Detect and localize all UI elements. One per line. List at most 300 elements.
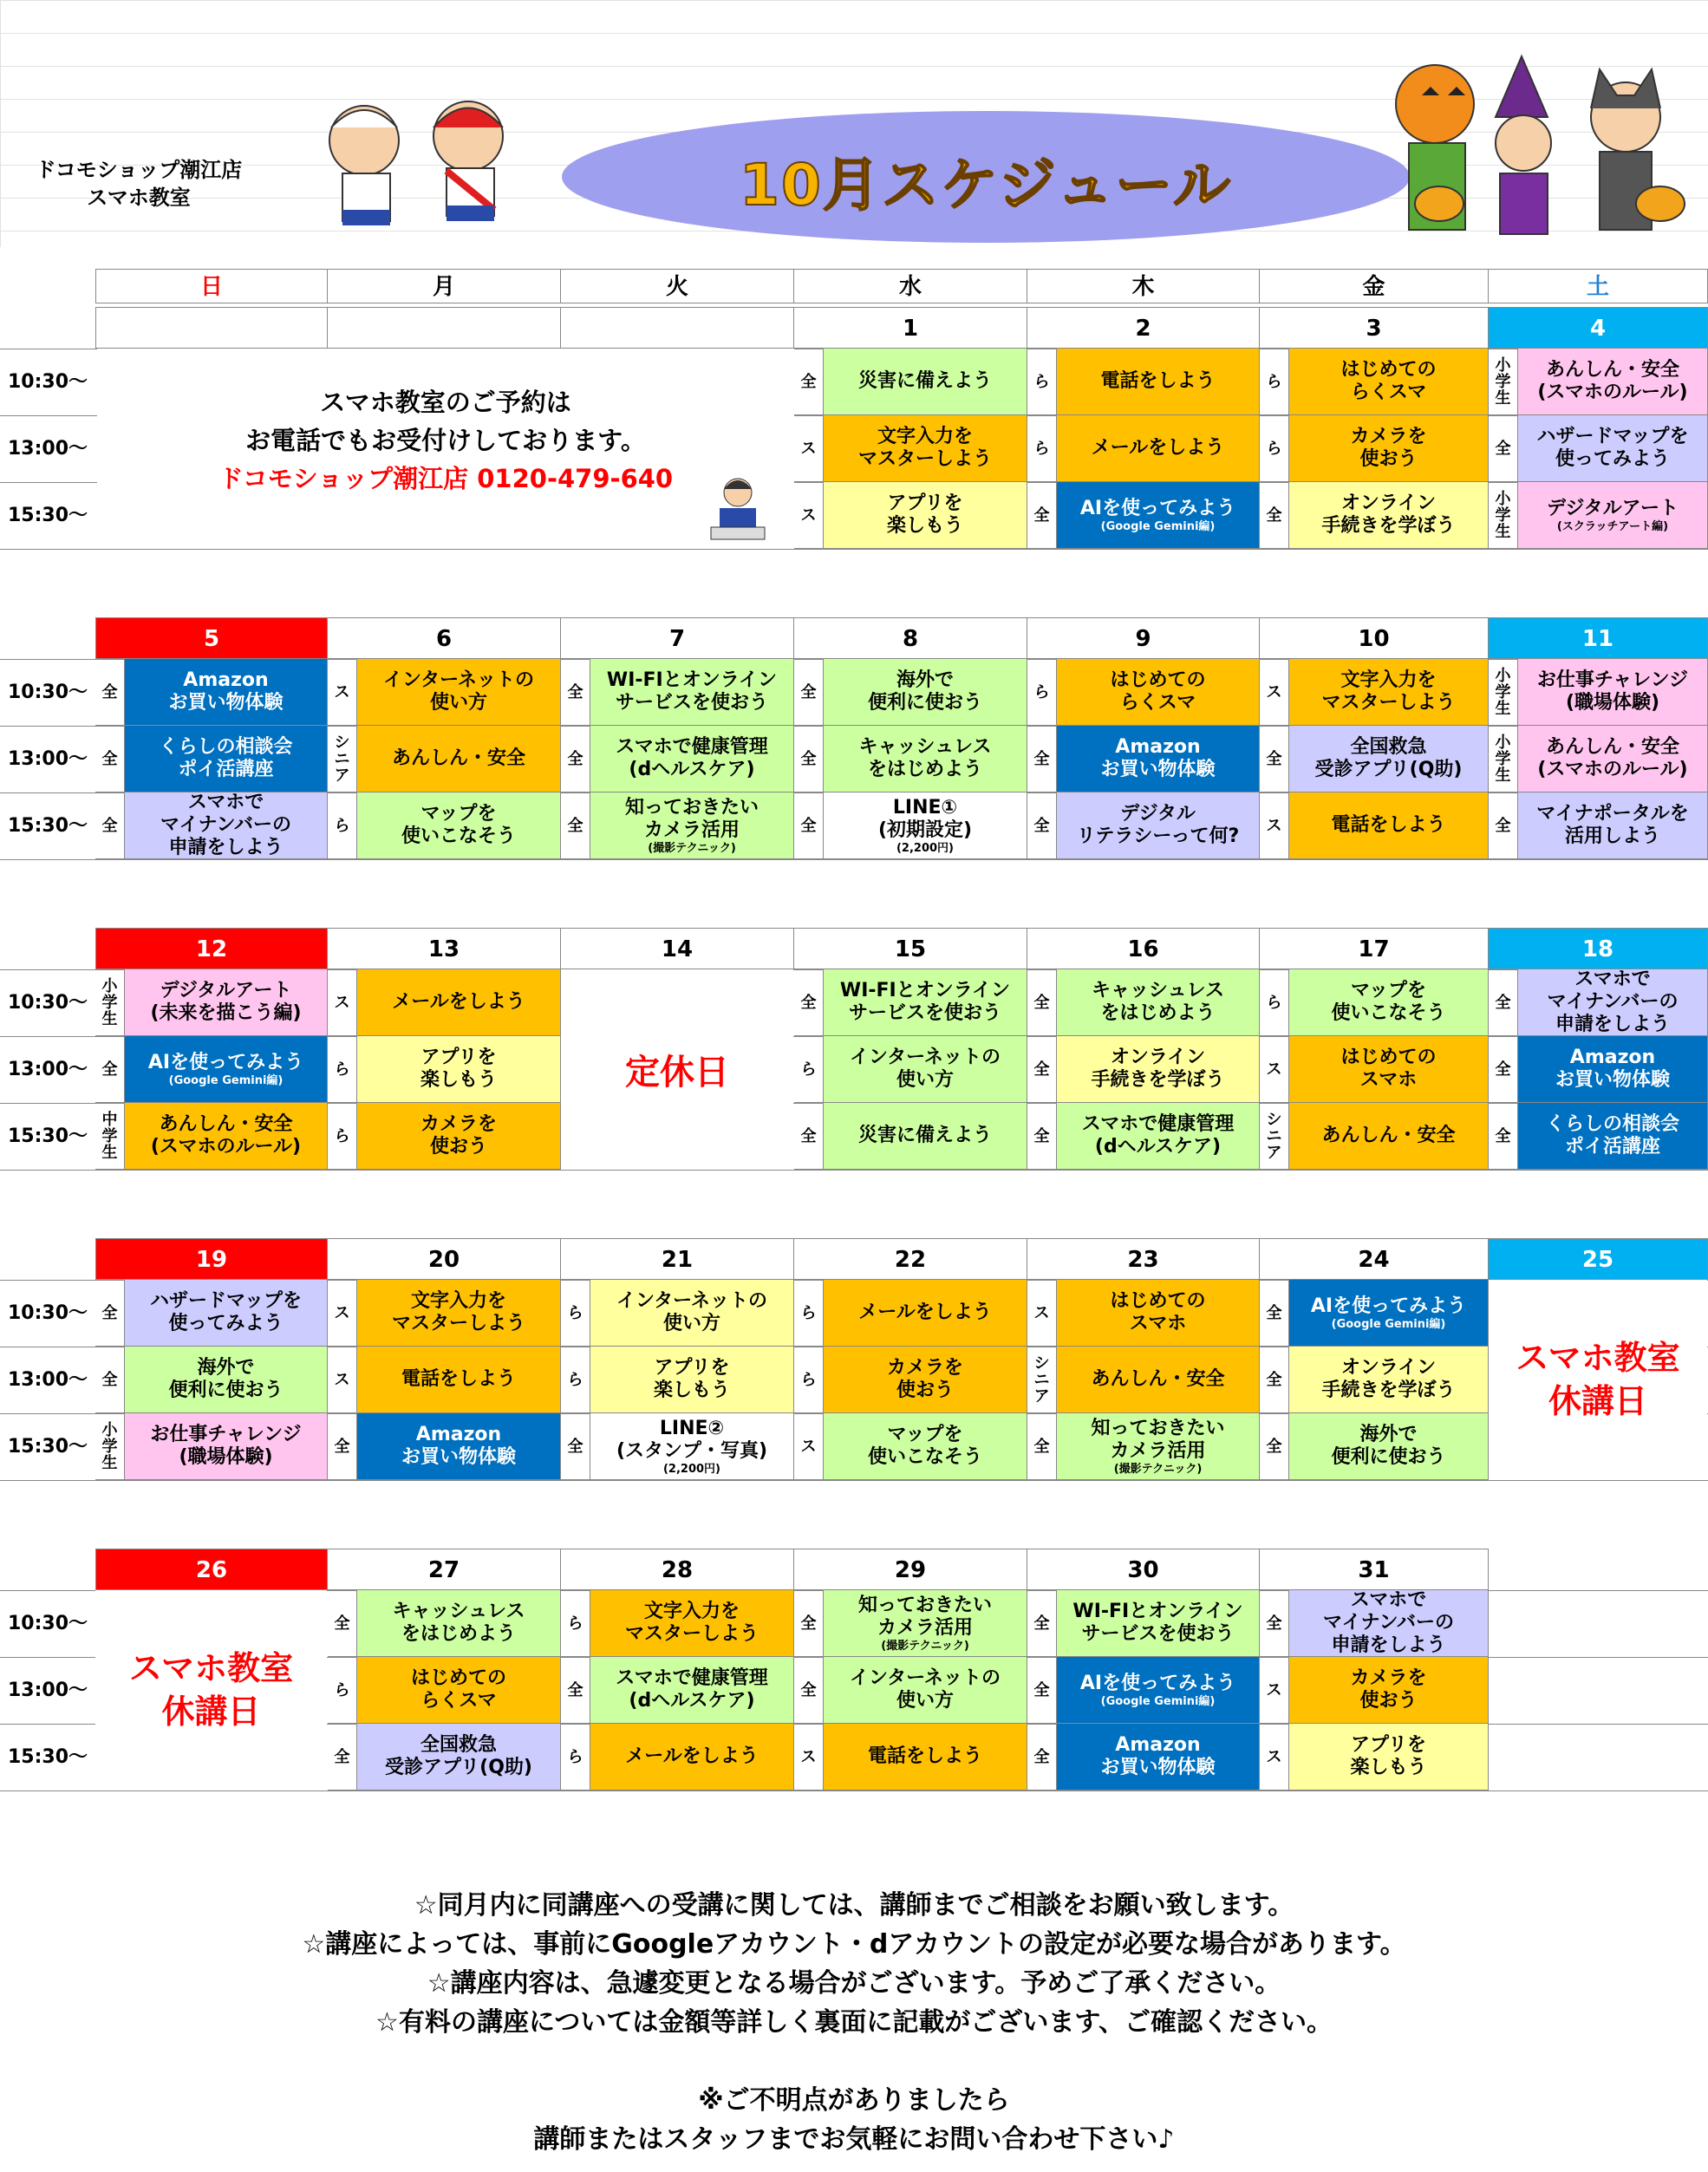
course-cell[interactable] — [824, 1103, 1027, 1170]
course-cell[interactable] — [590, 1724, 794, 1790]
class-off-label — [1489, 1280, 1707, 1479]
course-cell[interactable] — [1289, 1724, 1489, 1790]
course-type-badge: 全 — [794, 349, 824, 415]
course-title-line: デジタルアート — [1546, 497, 1679, 519]
course-title-line: WI-FIとオンライン — [1072, 1601, 1243, 1622]
date-header: 31 — [1260, 1549, 1489, 1590]
course-cell[interactable] — [824, 349, 1027, 415]
course-title-line: デジタルアート — [160, 980, 292, 1001]
course-title-line: 使おう — [429, 1136, 487, 1158]
course-type-badge: 全 — [794, 1103, 824, 1170]
course-title-line: スマホで健康管理 — [616, 736, 768, 758]
date-header: 16 — [1027, 928, 1260, 969]
course-cell[interactable] — [1289, 1347, 1489, 1413]
course-title-line: カメラ活用 — [1110, 1439, 1206, 1462]
course-subtitle: (撮影テクニック) — [648, 841, 736, 855]
course-cell[interactable] — [590, 1347, 794, 1413]
course-title-line: (スタンプ・写真) — [616, 1439, 768, 1462]
time-label: 15:30～ — [7, 1436, 88, 1458]
course-type-badge: 全 — [1260, 1413, 1289, 1480]
course-type-badge: 全 — [95, 659, 125, 726]
course-cell[interactable] — [357, 1347, 561, 1413]
course-cell[interactable] — [824, 1590, 1027, 1657]
course-type-badge: ス — [328, 969, 357, 1036]
course-title-line: カメラを — [886, 1357, 963, 1379]
course-title-line: 文字入力を — [1340, 669, 1437, 691]
course-title-line: らくスマ — [420, 1690, 497, 1712]
course-cell[interactable] — [1057, 726, 1260, 792]
course-title-line: ポイ活講座 — [178, 759, 274, 780]
course-title-line: インターネットの — [849, 1667, 1001, 1689]
course-type-badge: 全 — [794, 1590, 824, 1657]
course-title-line: AIを使ってみよう — [1079, 497, 1236, 519]
course-cell[interactable] — [590, 1280, 794, 1347]
date-header: 27 — [328, 1549, 561, 1590]
course-cell[interactable] — [1057, 1724, 1260, 1790]
course-type-badge: 全 — [95, 792, 125, 859]
course-title-line: 便利に使おう — [1331, 1446, 1446, 1468]
course-cell[interactable] — [824, 415, 1027, 482]
course-title-line: 災害に備えよう — [857, 1125, 992, 1146]
course-title-line: Amazon — [415, 1424, 502, 1445]
course-type-badge: ら — [794, 1036, 824, 1103]
booking-text: お電話でもお受付けしております。 — [245, 426, 646, 455]
course-title-line: 使いこなそう — [401, 825, 516, 847]
course-cell[interactable] — [590, 1413, 794, 1480]
note-line: ☆同月内に同講座への受講に関しては、講師までご相談をお願い致します。 — [414, 1890, 1294, 1921]
date-header: 19 — [95, 1238, 328, 1280]
course-title-line: (dヘルスケア) — [629, 759, 755, 780]
course-cell[interactable] — [824, 482, 1027, 549]
course-type-badge: ス — [1260, 659, 1289, 726]
course-cell[interactable] — [1057, 1103, 1260, 1170]
course-title-line: 使い方 — [662, 1313, 720, 1334]
course-type-badge: ス — [794, 1724, 824, 1790]
course-title-line: インターネットの — [849, 1047, 1001, 1068]
course-cell[interactable] — [824, 969, 1027, 1036]
course-cell[interactable] — [1289, 1103, 1489, 1170]
course-cell[interactable] — [1518, 1036, 1708, 1103]
course-subtitle: (Google Gemini編) — [168, 1073, 284, 1087]
date-header: 7 — [561, 617, 794, 659]
course-title-line: 全国救急 — [420, 1734, 497, 1756]
course-type-badge: ス — [794, 1413, 824, 1480]
date-header — [561, 307, 794, 349]
course-cell[interactable] — [1057, 482, 1260, 549]
date-header: 1 — [794, 307, 1027, 349]
course-cell[interactable] — [824, 1036, 1027, 1103]
row-divider — [0, 1480, 1708, 1481]
course-cell[interactable] — [1057, 969, 1260, 1036]
course-cell[interactable] — [357, 1590, 561, 1657]
course-cell[interactable] — [1057, 1280, 1260, 1347]
course-type-badge: 全 — [794, 726, 824, 792]
date-header: 22 — [794, 1238, 1027, 1280]
course-type-badge: 全 — [1027, 1657, 1057, 1724]
course-cell[interactable] — [1289, 969, 1489, 1036]
course-title-line: カメラ活用 — [877, 1616, 973, 1639]
course-type-badge: 全 — [1260, 482, 1289, 549]
course-type-badge: シ ニ ア — [328, 726, 357, 792]
course-title-line: 手続きを学ぼう — [1321, 515, 1456, 537]
regular-holiday-label — [561, 969, 793, 1169]
course-title-line: マスターしよう — [1321, 692, 1456, 714]
course-cell[interactable] — [357, 792, 561, 859]
course-cell[interactable] — [1289, 726, 1489, 792]
course-title-line: マップを — [887, 1424, 963, 1445]
course-subtitle: (撮影テクニック) — [881, 1639, 969, 1653]
course-title-line: WI-FIとオンライン — [606, 669, 778, 691]
course-cell[interactable] — [357, 659, 561, 726]
course-title-line: (未来を描こう編) — [150, 1002, 302, 1024]
course-title-line: 全国救急 — [1350, 736, 1427, 758]
course-type-badge: ら — [561, 1280, 590, 1347]
course-title-line: 使いこなそう — [1331, 1002, 1446, 1024]
course-cell[interactable] — [125, 726, 328, 792]
course-title-line: マイナンバーの — [1323, 1612, 1454, 1634]
course-title-line: (スマホのルール) — [1537, 759, 1688, 780]
shop-name-line1: ドコモショップ潮江店 — [35, 158, 243, 182]
course-cell[interactable] — [824, 792, 1027, 859]
course-title-line: LINE② — [659, 1417, 725, 1439]
course-title-line: カメラを — [420, 1113, 497, 1135]
weekday-header: 火 — [561, 269, 794, 303]
course-type-badge: ス — [794, 482, 824, 549]
course-title-line: 文字入力を — [877, 426, 973, 447]
course-title-line: 使いこなそう — [867, 1446, 982, 1468]
course-type-badge: ス — [328, 1280, 357, 1347]
course-cell[interactable] — [1057, 349, 1260, 415]
date-header: 21 — [561, 1238, 794, 1280]
note-line: 講師またはスタッフまでお気軽にお問い合わせ下さい♪ — [533, 2124, 1175, 2155]
date-header: 9 — [1027, 617, 1260, 659]
course-title-line: お買い物体験 — [168, 692, 284, 714]
date-header: 11 — [1489, 617, 1708, 659]
course-type-badge: ス — [1260, 1724, 1289, 1790]
course-title-line: スマホで健康管理 — [616, 1667, 768, 1689]
course-title-line: スマホで — [1574, 969, 1651, 990]
course-title-line: 海外で — [197, 1357, 255, 1379]
date-header: 26 — [95, 1549, 328, 1590]
course-cell[interactable] — [125, 1413, 328, 1480]
course-title-line: 使ってみよう — [168, 1313, 284, 1334]
course-subtitle: (Google Gemini編) — [1100, 1694, 1216, 1708]
course-type-badge: 小 学 生 — [1489, 482, 1518, 549]
course-title-line: リテラシーって何? — [1076, 825, 1240, 847]
course-cell[interactable] — [824, 1347, 1027, 1413]
course-title-line: AIを使ってみよう — [1310, 1295, 1467, 1317]
course-title-line: AIを使ってみよう — [1079, 1672, 1236, 1694]
course-cell[interactable] — [590, 659, 794, 726]
course-cell[interactable] — [357, 1103, 561, 1170]
course-type-badge: 全 — [1260, 726, 1289, 792]
course-type-badge: ら — [1260, 349, 1289, 415]
course-title-line: 海外で — [896, 669, 954, 691]
course-type-badge: 全 — [1260, 1280, 1289, 1347]
course-title-line: サービスを使おう — [615, 692, 768, 714]
course-type-badge: ス — [794, 415, 824, 482]
course-cell[interactable] — [357, 969, 561, 1036]
course-title-line: 災害に備えよう — [857, 370, 992, 392]
course-type-badge: 全 — [1489, 969, 1518, 1036]
course-title-line: 知っておきたい — [857, 1594, 992, 1616]
course-type-badge: 小 学 生 — [1489, 349, 1518, 415]
course-type-badge: 小 学 生 — [1489, 726, 1518, 792]
course-cell[interactable] — [1518, 969, 1708, 1036]
course-type-badge: 全 — [1489, 1036, 1518, 1103]
halloween-children-illustration — [1374, 48, 1704, 247]
time-label: 13:00～ — [7, 1059, 88, 1080]
course-type-badge: ス — [1260, 792, 1289, 859]
course-cell[interactable] — [357, 1724, 561, 1790]
course-type-badge: 全 — [794, 659, 824, 726]
row-divider — [0, 1790, 1708, 1791]
course-title-line: ポイ活講座 — [1564, 1136, 1660, 1158]
course-cell[interactable] — [357, 1036, 561, 1103]
weekday-header: 月 — [328, 269, 561, 303]
course-type-badge: 全 — [1027, 1036, 1057, 1103]
course-title-line: オンライン — [1340, 492, 1437, 514]
course-type-badge: 全 — [328, 1413, 357, 1480]
course-cell[interactable] — [824, 726, 1027, 792]
course-cell[interactable] — [1289, 1280, 1489, 1347]
time-label: 10:30～ — [7, 992, 88, 1014]
weekday-header: 土 — [1489, 269, 1708, 303]
course-cell[interactable] — [1057, 659, 1260, 726]
course-title-line: 使い方 — [896, 1690, 954, 1712]
course-cell[interactable] — [1289, 1036, 1489, 1103]
course-cell[interactable] — [590, 1657, 794, 1724]
course-type-badge: ら — [328, 1036, 357, 1103]
course-type-badge: 全 — [1489, 415, 1518, 482]
course-type-badge: 全 — [1027, 792, 1057, 859]
course-type-badge: 小 学 生 — [95, 1413, 125, 1480]
course-title-line: スマホ — [1129, 1313, 1187, 1334]
course-title-line: 楽しもう — [1350, 1757, 1427, 1778]
course-cell[interactable] — [1518, 1103, 1708, 1170]
course-cell[interactable] — [1057, 1413, 1260, 1480]
course-cell[interactable] — [357, 1413, 561, 1480]
course-cell[interactable] — [1289, 1657, 1489, 1724]
course-cell[interactable] — [1518, 726, 1708, 792]
course-title-line: Amazon — [1115, 736, 1201, 758]
course-subtitle: (Google Gemini編) — [1100, 519, 1216, 533]
course-cell[interactable] — [1057, 1657, 1260, 1724]
course-type-badge: 全 — [794, 969, 824, 1036]
course-type-badge: 全 — [1027, 482, 1057, 549]
course-type-badge: 全 — [328, 1590, 357, 1657]
course-cell[interactable] — [1057, 792, 1260, 859]
course-title-line: 活用しよう — [1564, 825, 1660, 847]
course-cell[interactable] — [125, 969, 328, 1036]
time-label: 15:30～ — [7, 1746, 88, 1768]
date-header: 10 — [1260, 617, 1489, 659]
course-type-badge: 全 — [1027, 726, 1057, 792]
course-cell[interactable] — [1289, 349, 1489, 415]
course-title-line: マップを — [420, 803, 497, 825]
course-cell[interactable] — [590, 792, 794, 859]
course-cell[interactable] — [125, 1280, 328, 1347]
course-cell[interactable] — [1289, 659, 1489, 726]
course-cell[interactable] — [824, 659, 1027, 726]
course-cell[interactable] — [125, 1103, 328, 1170]
course-cell[interactable] — [125, 1036, 328, 1103]
course-title-line: Amazon — [1569, 1047, 1656, 1068]
course-title-line: 使おう — [1359, 1690, 1418, 1712]
course-subtitle: (撮影テクニック) — [1113, 1462, 1203, 1476]
course-type-badge: ら — [561, 1724, 590, 1790]
class-off-text: 休講日 — [161, 1693, 261, 1731]
course-subtitle: (スクラッチアート編) — [1556, 519, 1669, 533]
course-type-badge: ら — [1260, 415, 1289, 482]
course-title-line: をはじめよう — [867, 759, 982, 780]
course-type-badge: ス — [328, 659, 357, 726]
course-title-line: をはじめよう — [1100, 1002, 1216, 1024]
course-type-badge: ス — [328, 1347, 357, 1413]
course-type-badge: 全 — [794, 792, 824, 859]
course-title-line: マイナポータルを — [1536, 803, 1689, 825]
date-header: 23 — [1027, 1238, 1260, 1280]
course-title-line: LINE① — [892, 796, 958, 819]
course-cell[interactable] — [357, 726, 561, 792]
course-type-badge: 全 — [1027, 1103, 1057, 1170]
course-cell[interactable] — [1518, 659, 1708, 726]
course-type-badge: ら — [561, 1347, 590, 1413]
time-label: 10:30～ — [7, 371, 88, 393]
course-title-line: 電話をしよう — [1100, 370, 1216, 392]
course-title-line: 楽しもう — [653, 1380, 730, 1401]
course-title-line: をはじめよう — [401, 1623, 516, 1645]
course-cell[interactable] — [1289, 1590, 1489, 1657]
course-type-badge: ら — [1027, 415, 1057, 482]
course-title-line: マイナンバーの — [1547, 991, 1679, 1013]
course-cell[interactable] — [1518, 349, 1708, 415]
booking-text: スマホ教室のご予約は — [320, 388, 571, 417]
course-title-line: マスターしよう — [391, 1313, 525, 1334]
course-cell[interactable] — [824, 1724, 1027, 1790]
course-cell[interactable] — [125, 659, 328, 726]
course-cell[interactable] — [1518, 415, 1708, 482]
course-title-line: メールをしよう — [625, 1745, 759, 1767]
weekday-header: 金 — [1260, 269, 1489, 303]
course-type-badge: 全 — [1027, 1724, 1057, 1790]
course-title-line: はじめての — [1110, 669, 1206, 691]
time-label: 15:30～ — [7, 815, 88, 837]
date-header: 20 — [328, 1238, 561, 1280]
course-title-line: あんしん・安全 — [1545, 359, 1679, 381]
course-cell[interactable] — [1289, 482, 1489, 549]
course-cell[interactable] — [357, 1280, 561, 1347]
date-header: 8 — [794, 617, 1027, 659]
course-title-line: WI-FIとオンライン — [839, 980, 1011, 1001]
course-title-line: アプリを — [654, 1357, 730, 1379]
course-title-line: 知っておきたい — [1091, 1417, 1225, 1439]
course-cell[interactable] — [590, 1590, 794, 1657]
course-cell[interactable] — [1518, 792, 1708, 859]
course-title-line: メールをしよう — [858, 1301, 992, 1323]
course-title-line: スマホで — [187, 792, 264, 813]
course-title-line: 使い方 — [896, 1069, 954, 1091]
course-cell[interactable] — [1057, 1590, 1260, 1657]
date-header: 13 — [328, 928, 561, 969]
course-title-line: カメラ活用 — [643, 819, 740, 841]
class-off-text: スマホ教室 — [1516, 1339, 1680, 1377]
course-cell[interactable] — [357, 1657, 561, 1724]
course-cell[interactable] — [824, 1657, 1027, 1724]
course-title-line: (職場体験) — [179, 1446, 273, 1468]
shop-name-line2: スマホ教室 — [87, 186, 191, 210]
course-title-line: アプリを — [420, 1047, 497, 1068]
weekday-header: 木 — [1027, 269, 1260, 303]
course-title-line: あんしん・安全 — [391, 747, 525, 769]
course-cell[interactable] — [1057, 1347, 1260, 1413]
course-cell[interactable] — [1289, 1413, 1489, 1480]
date-header: 2 — [1027, 307, 1260, 349]
course-cell[interactable] — [1057, 415, 1260, 482]
booking-notice — [97, 349, 794, 548]
course-cell[interactable] — [1518, 482, 1708, 549]
course-title-line: くらしの相談会 — [1545, 1113, 1679, 1135]
course-type-badge: ら — [1260, 969, 1289, 1036]
course-title-line: (初期設定) — [877, 819, 973, 841]
time-label: 10:30～ — [7, 1302, 88, 1324]
course-cell[interactable] — [1289, 415, 1489, 482]
course-title-line: 便利に使おう — [168, 1380, 284, 1401]
course-cell[interactable] — [824, 1280, 1027, 1347]
course-title-line: らくスマ — [1350, 382, 1427, 403]
course-cell[interactable] — [1289, 792, 1489, 859]
course-title-line: はじめての — [410, 1667, 506, 1689]
page-title: 10月スケジュール — [740, 152, 1232, 219]
course-cell[interactable] — [1057, 1036, 1260, 1103]
notes — [0, 1886, 1708, 2159]
course-title-line: マスターしよう — [624, 1623, 759, 1645]
class-off-text: 休講日 — [1548, 1382, 1647, 1420]
course-title-line: 使ってみよう — [1555, 448, 1670, 470]
course-title-line: お買い物体験 — [1100, 1757, 1216, 1778]
course-title-line: マイナンバーの — [160, 814, 291, 836]
date-header: 4 — [1489, 307, 1708, 349]
course-type-badge: ら — [794, 1347, 824, 1413]
date-header: 14 — [561, 928, 794, 969]
course-title-line: 使おう — [896, 1380, 954, 1401]
date-header — [95, 307, 328, 349]
course-cell[interactable] — [590, 726, 794, 792]
time-label: 13:00～ — [7, 1369, 88, 1391]
course-title-line: メールをしよう — [1091, 437, 1225, 459]
regular-holiday-text: 定休日 — [625, 1052, 729, 1093]
course-type-badge: ス — [1260, 1036, 1289, 1103]
booking-phone[interactable]: ドコモショップ潮江店 0120-479-640 — [218, 464, 674, 493]
course-title-line: お仕事チャレンジ — [150, 1424, 302, 1445]
course-title-line: 楽しもう — [420, 1069, 497, 1091]
course-title-line: 電話をしよう — [1331, 814, 1446, 836]
time-label: 10:30～ — [7, 1613, 88, 1634]
course-title-line: 文字入力を — [643, 1601, 740, 1622]
course-cell[interactable] — [824, 1413, 1027, 1480]
date-header: 18 — [1489, 928, 1708, 969]
course-cell[interactable] — [125, 1347, 328, 1413]
date-header: 24 — [1260, 1238, 1489, 1280]
date-header: 30 — [1027, 1549, 1260, 1590]
course-type-badge: 全 — [561, 659, 590, 726]
course-cell[interactable] — [125, 792, 328, 859]
course-title-line: アプリを — [1350, 1734, 1427, 1756]
course-subtitle: (2,200円) — [896, 841, 954, 855]
course-title-line: はじめての — [1110, 1290, 1206, 1312]
course-subtitle: (Google Gemini編) — [1331, 1317, 1446, 1331]
note-line: ☆講座によっては、事前にGoogleアカウント・dアカウントの設定が必要な場合があります。 — [302, 1929, 1406, 1960]
